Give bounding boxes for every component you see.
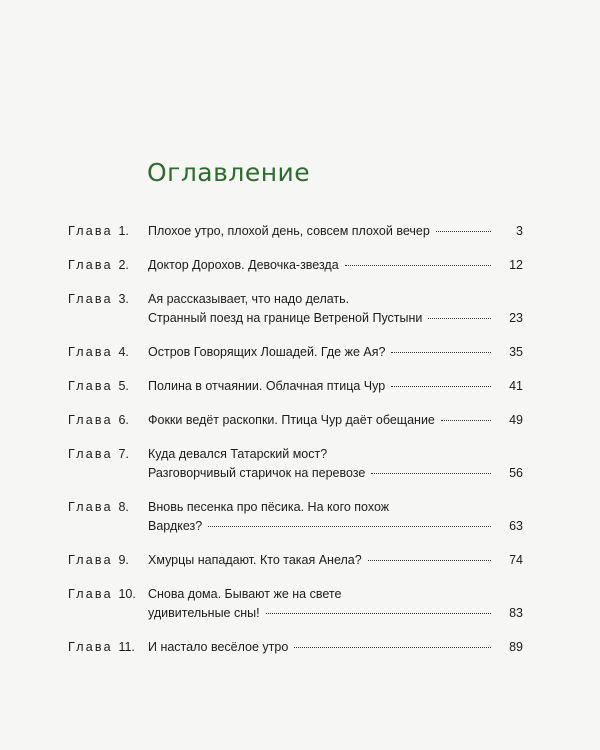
chapter-number: 8. bbox=[118, 500, 129, 514]
dot-leader bbox=[436, 231, 491, 232]
chapter-title: Доктор Дорохов. Девочка-звезда bbox=[148, 258, 339, 272]
chapter-number: 1. bbox=[118, 224, 129, 238]
chapter-number: 2. bbox=[118, 258, 129, 272]
chapter-label bbox=[68, 290, 148, 309]
chapter-word: Глава bbox=[68, 345, 113, 359]
chapter-title: Остров Говорящих Лошадей. Где же Ая? bbox=[148, 345, 386, 359]
page-number: 23 bbox=[509, 311, 523, 325]
chapter-label bbox=[68, 377, 148, 396]
chapter-word: Глава bbox=[68, 224, 113, 238]
chapter-word: Глава bbox=[68, 447, 113, 461]
chapter-title: Плохое утро, плохой день, совсем плохой вечер bbox=[148, 224, 430, 238]
page-number: 56 bbox=[509, 466, 523, 480]
dot-leader bbox=[391, 386, 491, 387]
chapter-number: 6. bbox=[118, 413, 129, 427]
chapter-word: Глава bbox=[68, 500, 113, 514]
chapter-word: Глава bbox=[68, 258, 113, 272]
toc-entry[interactable] bbox=[68, 445, 523, 483]
toc-entry[interactable] bbox=[68, 551, 523, 570]
chapter-title-line2: Вардкез? bbox=[148, 519, 203, 533]
chapter-title: И настало весёлое утро bbox=[148, 640, 289, 654]
toc-entry[interactable] bbox=[68, 411, 523, 430]
chapter-number: 3. bbox=[118, 292, 129, 306]
chapter-label bbox=[68, 256, 148, 275]
chapter-label bbox=[68, 445, 148, 464]
dot-leader bbox=[368, 560, 491, 561]
page-number: 35 bbox=[509, 345, 523, 359]
page-number: 83 bbox=[509, 606, 523, 620]
chapter-label bbox=[68, 638, 148, 657]
chapter-word: Глава bbox=[68, 379, 113, 393]
toc-entry[interactable] bbox=[68, 498, 523, 536]
chapter-number: 11. bbox=[118, 640, 135, 654]
toc-entry[interactable] bbox=[68, 343, 523, 362]
page-number: 74 bbox=[509, 553, 523, 567]
chapter-label bbox=[68, 498, 148, 517]
toc-entry[interactable] bbox=[68, 638, 523, 657]
chapter-title-line1: Вновь песенка про пёсика. На кого похож bbox=[148, 500, 390, 514]
chapter-number: 7. bbox=[118, 447, 129, 461]
chapter-title-line1: Куда девался Татарский мост? bbox=[148, 447, 328, 461]
chapter-title: Фокки ведёт раскопки. Птица Чур даёт обещание bbox=[148, 413, 435, 427]
toc-entry[interactable] bbox=[68, 290, 523, 328]
chapter-label bbox=[68, 222, 148, 241]
chapter-word: Глава bbox=[68, 640, 113, 654]
dot-leader bbox=[294, 647, 491, 648]
chapter-number: 10. bbox=[118, 587, 136, 601]
chapter-word: Глава bbox=[68, 292, 113, 306]
toc-entry[interactable] bbox=[68, 377, 523, 396]
chapter-word: Глава bbox=[68, 587, 113, 601]
chapter-label bbox=[68, 343, 148, 362]
dot-leader bbox=[441, 420, 491, 421]
page-number: 12 bbox=[509, 258, 523, 272]
chapter-label bbox=[68, 551, 148, 570]
page-number: 63 bbox=[509, 519, 523, 533]
chapter-word: Глава bbox=[68, 553, 113, 567]
chapter-title-line2: удивительные сны! bbox=[148, 606, 260, 620]
toc-title: Оглавление bbox=[147, 158, 311, 187]
chapter-label bbox=[68, 411, 148, 430]
chapter-number: 9. bbox=[118, 553, 129, 567]
page-number: 3 bbox=[516, 224, 523, 238]
toc-entry[interactable] bbox=[68, 585, 523, 623]
chapter-title: Полина в отчаянии. Облачная птица Чур bbox=[148, 379, 386, 393]
chapter-title-line2: Странный поезд на границе Ветреной Пустыни bbox=[148, 311, 423, 325]
dot-leader bbox=[428, 318, 491, 319]
chapter-word: Глава bbox=[68, 413, 113, 427]
toc-entry[interactable] bbox=[68, 222, 523, 241]
table-of-contents bbox=[68, 222, 523, 672]
dot-leader bbox=[345, 265, 491, 266]
dot-leader bbox=[371, 473, 491, 474]
page-number: 49 bbox=[509, 413, 523, 427]
dot-leader bbox=[391, 352, 491, 353]
dot-leader bbox=[266, 613, 491, 614]
chapter-number: 4. bbox=[118, 345, 129, 359]
chapter-title-line1: Ая рассказывает, что надо делать. bbox=[148, 292, 350, 306]
chapter-label bbox=[68, 585, 148, 604]
chapter-title: Хмурцы нападают. Кто такая Анела? bbox=[148, 553, 362, 567]
chapter-number: 5. bbox=[118, 379, 129, 393]
page-number: 41 bbox=[509, 379, 523, 393]
toc-entry[interactable] bbox=[68, 256, 523, 275]
dot-leader bbox=[208, 526, 491, 527]
chapter-title-line1: Снова дома. Бывают же на свете bbox=[148, 587, 342, 601]
chapter-title-line2: Разговорчивый старичок на перевозе bbox=[148, 466, 366, 480]
page-number: 89 bbox=[509, 640, 523, 654]
